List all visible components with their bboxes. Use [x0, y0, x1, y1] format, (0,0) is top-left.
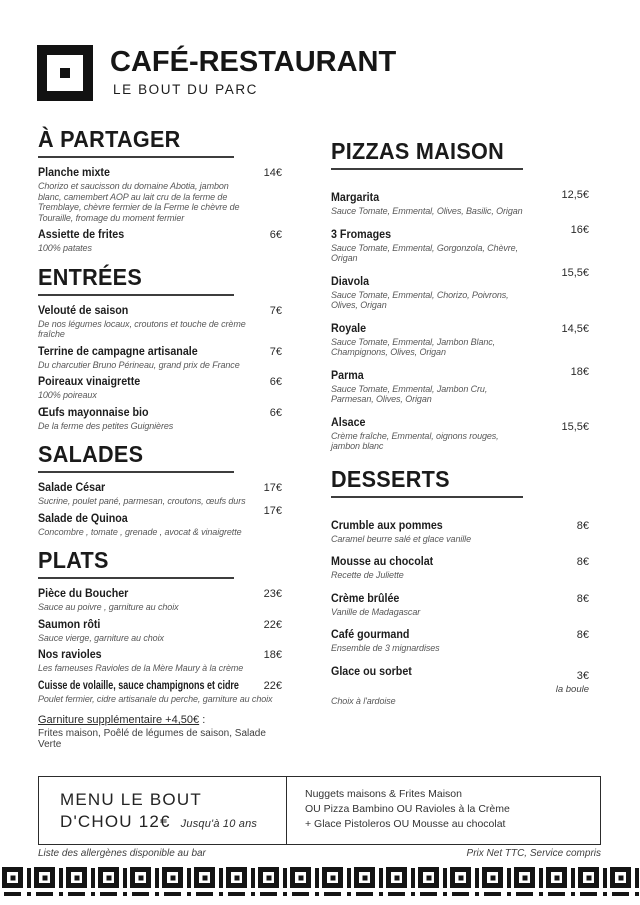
logo-pattern-unit — [610, 867, 640, 898]
dish-price: 14€ — [263, 167, 282, 179]
logo-pattern-unit — [450, 867, 482, 898]
dish-description: Sauce vierge, garniture au choix — [38, 632, 164, 643]
logo-pattern-unit — [66, 867, 98, 898]
pattern-dot — [59, 892, 63, 896]
pattern-square-icon — [290, 867, 311, 888]
kids-menu-age-note: Jusqu'à 10 ans — [180, 818, 258, 830]
pattern-bar — [283, 868, 287, 888]
pattern-square-icon — [418, 867, 439, 888]
section-plats — [38, 547, 282, 704]
dish-description: Sauce Tomate, Emmental, Gorgonzola, Chèvre, Origan — [331, 242, 518, 263]
dish-price: 8€ — [576, 592, 589, 605]
dish-description: Chorizo et saucisson du domaine Abotia, jambon blanc, camembert AOP au lait cru de la ferme de Tremblaye, chèvre fermier de la Ferme le chèvre de Touraille, fromage du moment fermier — [38, 181, 240, 223]
section-title: DESSERTS — [331, 465, 450, 492]
pattern-dot — [27, 892, 31, 896]
pattern-dot — [507, 892, 511, 896]
dish-name: Mousse au chocolat — [331, 556, 434, 568]
pattern-bar — [315, 868, 319, 888]
dish-price: 15,5€ — [561, 266, 589, 279]
dish-name: Œufs mayonnaise bio — [38, 406, 149, 419]
dish-name: Crème brûlée — [331, 592, 400, 605]
pattern-square-icon — [514, 867, 535, 888]
pattern-dash — [548, 892, 565, 896]
dish-description: De nos légumes locaux, croutons et touche de crème fraîche — [38, 318, 246, 339]
pattern-square-icon — [354, 867, 375, 888]
dish-price: 18€ — [570, 365, 589, 378]
menu-item — [38, 680, 282, 705]
kids-menu-option: Nuggets maisons & Frites Maison — [305, 788, 462, 800]
dish-price: 7€ — [269, 304, 282, 317]
dish-price: 12,5€ — [561, 189, 589, 201]
dish-name: Parma — [331, 369, 364, 382]
section-desserts — [331, 466, 589, 707]
menu-item — [38, 346, 282, 371]
dish-name: Salade de Quinoa — [38, 512, 128, 525]
dish-price: 7€ — [269, 345, 282, 358]
pattern-dot — [635, 892, 639, 896]
pattern-square-icon — [98, 867, 119, 888]
pattern-dash — [420, 892, 437, 896]
pattern-square-icon — [226, 867, 247, 888]
dish-price: 15,5€ — [561, 420, 589, 433]
supplement-description: Frites maison, Poêlé de légumes de saison, Salade Verte — [38, 728, 266, 750]
menu-item — [38, 482, 282, 507]
pattern-dot — [571, 892, 575, 896]
dish-description: Ensemble de 3 mignardises — [331, 643, 440, 653]
restaurant-subtitle: LE BOUT DU PARC — [113, 82, 259, 97]
pattern-dash — [612, 892, 629, 896]
dish-price: 22€ — [263, 679, 282, 692]
logo-center-dot — [60, 68, 70, 78]
kids-menu-option: OU Pizza Bambino OU Ravioles à la Crème — [305, 803, 510, 815]
dish-price: 23€ — [263, 588, 282, 600]
dish-description: Choix à l'ardoise — [331, 695, 396, 706]
pattern-dash — [452, 892, 469, 896]
dish-price: 22€ — [263, 618, 282, 631]
section-title: PIZZAS MAISON — [331, 138, 505, 164]
pattern-dot — [251, 892, 255, 896]
logo-pattern-unit — [482, 867, 514, 898]
pattern-dash — [4, 892, 21, 896]
section-divider — [331, 496, 523, 498]
pattern-dash — [324, 892, 341, 896]
kids-menu-title-line2: D'CHOU 12€ Jusqu'à 10 ans — [60, 812, 258, 831]
dish-description: Concombre , tomate , grenade , avocat & vinaigrette — [38, 526, 242, 537]
pattern-square-icon — [450, 867, 471, 888]
pattern-bar — [379, 868, 383, 888]
pattern-bar — [411, 868, 415, 888]
pattern-dash — [36, 892, 53, 896]
dish-price: 8€ — [576, 556, 589, 568]
pattern-dash — [388, 892, 405, 896]
dish-name: Royale — [331, 322, 367, 335]
menu-item — [38, 588, 282, 613]
pattern-square-icon — [610, 867, 631, 888]
section-title: PLATS — [38, 547, 109, 573]
dish-description: Vanille de Madagascar — [331, 606, 421, 617]
section-title: SALADES — [38, 441, 144, 467]
dish-description: Sauce Tomate, Emmental, Chorizo, Poivrons, Olives, Origan — [331, 289, 509, 310]
dish-name: Glace ou sorbet — [331, 665, 412, 678]
pattern-dot — [475, 892, 479, 896]
pattern-dot — [123, 892, 127, 896]
logo-pattern-unit — [290, 867, 322, 898]
menu-item — [38, 619, 282, 644]
dish-name: Terrine de campagne artisanale — [38, 345, 198, 358]
logo-pattern-unit — [258, 867, 290, 898]
section-title: À PARTAGER — [38, 126, 181, 152]
pattern-dash — [196, 892, 213, 896]
menu-item — [331, 593, 589, 618]
pattern-dash — [260, 892, 277, 896]
dish-description: De la ferme des petites Guignières — [38, 420, 174, 431]
logo-pattern-unit — [418, 867, 450, 898]
section-divider — [331, 168, 523, 170]
pattern-bar — [91, 868, 95, 888]
pattern-bar — [219, 868, 223, 888]
pattern-dot — [603, 892, 607, 896]
dish-price: 16€ — [570, 223, 589, 236]
pattern-bar — [27, 868, 31, 888]
menu-right-column — [331, 138, 589, 720]
pattern-dot — [411, 892, 415, 896]
logo-pattern-unit — [322, 867, 354, 898]
pattern-bar — [571, 868, 575, 888]
section-salades — [38, 441, 282, 537]
section-divider — [38, 156, 234, 158]
dish-name: Velouté de saison — [38, 304, 129, 317]
kids-menu-title-cell — [39, 777, 286, 844]
pattern-dot — [443, 892, 447, 896]
dish-description: Sauce Tomate, Emmental, Jambon Cru, Parmesan, Olives, Origan — [331, 383, 488, 404]
dish-price: 6€ — [269, 229, 282, 241]
supplement-label: Garniture supplémentaire +4,50€ : — [38, 714, 206, 726]
pattern-square-icon — [322, 867, 343, 888]
pattern-bar — [539, 868, 543, 888]
dish-description: Sucrine, poulet pané, parmesan, croutons, œufs durs — [38, 496, 246, 506]
pattern-bar — [155, 868, 159, 888]
dish-description: Caramel beurre salé et glace vanille — [331, 533, 471, 544]
logo-pattern-unit — [578, 867, 610, 898]
logo-pattern-unit — [354, 867, 386, 898]
kids-menu-box — [38, 776, 601, 845]
kids-menu-title-line1: MENU LE BOUT — [60, 790, 202, 809]
pattern-dot — [155, 892, 159, 896]
dish-price: 3€ — [576, 669, 589, 682]
pattern-square-icon — [66, 867, 87, 888]
dish-description: Du charcutier Bruno Périneau, grand prix de France — [38, 359, 240, 370]
supplement-note — [38, 714, 282, 750]
dish-price: 17€ — [263, 504, 282, 517]
menu-item — [331, 666, 589, 707]
logo-pattern-unit — [34, 867, 66, 898]
pattern-square-icon — [482, 867, 503, 888]
pattern-dash — [484, 892, 501, 896]
dish-name: Nos ravioles — [38, 649, 102, 661]
dish-name: Pièce du Boucher — [38, 588, 129, 600]
pattern-square-icon — [34, 867, 55, 888]
section-entrees — [38, 264, 282, 432]
dish-name: Alsace — [331, 416, 366, 429]
dish-price-block — [556, 666, 589, 695]
dish-price: 14,5€ — [561, 322, 589, 335]
logo-pattern-unit — [194, 867, 226, 898]
menu-item — [38, 305, 282, 340]
dish-description: 100% poireaux — [38, 390, 97, 400]
pattern-bar — [123, 868, 127, 888]
pattern-dash — [292, 892, 309, 896]
section-divider — [38, 294, 234, 296]
dish-price: 8€ — [576, 629, 589, 641]
allergens-note: Liste des allergènes disponible au bar — [38, 848, 206, 859]
dish-price: 6€ — [269, 406, 282, 419]
logo-pattern-border — [2, 867, 640, 898]
menu-item — [38, 504, 282, 538]
logo-pattern-unit — [226, 867, 258, 898]
dish-name: Assiette de frites — [38, 229, 125, 241]
pattern-bar — [251, 868, 255, 888]
menu-item — [331, 266, 589, 311]
pattern-square-icon — [258, 867, 279, 888]
menu-item — [331, 629, 589, 654]
dish-name: Margarita — [331, 192, 380, 204]
pattern-square-icon — [546, 867, 567, 888]
dish-description: Sauce au poivre , garniture au choix — [38, 602, 179, 612]
menu-item — [38, 407, 282, 432]
logo-pattern-unit — [98, 867, 130, 898]
menu-item — [331, 556, 589, 581]
dish-description: Crème fraîche, Emmental, oignons rouges, jambon blanc — [331, 430, 499, 451]
logo-pattern-unit — [162, 867, 194, 898]
pattern-square-icon — [578, 867, 599, 888]
pattern-square-icon — [162, 867, 183, 888]
menu-item — [331, 417, 589, 452]
menu-item — [331, 520, 589, 545]
dish-name: Poireaux vinaigrette — [38, 376, 141, 388]
menu-item — [331, 365, 589, 405]
section-divider — [38, 577, 234, 579]
section-title: ENTRÉES — [38, 263, 143, 290]
dish-price: 17€ — [263, 482, 282, 494]
menu-item — [38, 167, 282, 223]
pattern-bar — [443, 868, 447, 888]
dish-price-unit: la boule — [555, 683, 589, 695]
dish-description: Recette de Juliette — [331, 570, 404, 580]
pattern-square-icon — [2, 867, 23, 888]
header-text — [110, 45, 396, 97]
pattern-dash — [132, 892, 149, 896]
price-ttc-note: Prix Net TTC, Service compris — [466, 848, 601, 859]
pattern-dot — [187, 892, 191, 896]
menu-item — [38, 376, 282, 401]
pattern-bar — [507, 868, 511, 888]
logo-pattern-unit — [386, 867, 418, 898]
menu-header — [37, 45, 396, 101]
pattern-bar — [347, 868, 351, 888]
dish-name: Café gourmand — [331, 629, 410, 641]
pattern-dash — [164, 892, 181, 896]
logo-pattern-unit — [2, 867, 34, 898]
dish-description: 100% patates — [38, 243, 92, 253]
dish-name: Cuisse de volaille, sauce champignons et cidre — [38, 679, 239, 692]
menu-item — [38, 229, 282, 254]
pattern-dash — [68, 892, 85, 896]
pattern-bar — [187, 868, 191, 888]
pattern-dot — [219, 892, 223, 896]
pattern-dot — [379, 892, 383, 896]
dish-description: Poulet fermier, cidre artisanale du perche, garniture au choix — [38, 693, 273, 704]
dish-name: Crumble aux pommes — [331, 519, 443, 532]
dish-price: 8€ — [576, 519, 589, 532]
pattern-dash — [100, 892, 117, 896]
section-pizzas-maison — [331, 138, 589, 452]
pattern-dot — [539, 892, 543, 896]
restaurant-logo-icon — [37, 45, 93, 101]
menu-item — [331, 189, 589, 217]
dish-description: Les fameuses Ravioles de la Mère Maury à la crème — [38, 663, 244, 673]
pattern-dash — [580, 892, 597, 896]
dish-name: Diavola — [331, 275, 370, 288]
pattern-dot — [347, 892, 351, 896]
footer-notes — [38, 848, 601, 859]
pattern-square-icon — [194, 867, 215, 888]
kids-menu-options-cell — [286, 777, 600, 844]
pattern-square-icon — [386, 867, 407, 888]
dish-name: Saumon rôti — [38, 618, 101, 631]
logo-pattern-unit — [546, 867, 578, 898]
pattern-bar — [635, 868, 639, 888]
dish-name: 3 Fromages — [331, 228, 392, 241]
pattern-bar — [59, 868, 63, 888]
dish-description: Sauce Tomate, Emmental, Jambon Blanc, Champignons, Olives, Origan — [331, 336, 496, 357]
dish-price: 18€ — [263, 649, 282, 661]
dish-name: Salade César — [38, 482, 106, 494]
pattern-bar — [475, 868, 479, 888]
dish-description: Sauce Tomate, Emmental, Olives, Basilic, Origan — [331, 206, 523, 216]
pattern-dash — [516, 892, 533, 896]
pattern-bar — [603, 868, 607, 888]
dish-name: Planche mixte — [38, 167, 110, 179]
restaurant-title: CAFÉ-RESTAURANT — [110, 46, 397, 78]
section-divider — [38, 471, 234, 473]
pattern-dot — [315, 892, 319, 896]
logo-pattern-unit — [514, 867, 546, 898]
pattern-square-icon — [130, 867, 151, 888]
section-a-partager — [38, 126, 282, 254]
pattern-dot — [91, 892, 95, 896]
menu-left-column — [38, 126, 282, 750]
dish-price: 6€ — [269, 376, 282, 388]
menu-item — [331, 323, 589, 358]
menu-item — [38, 649, 282, 674]
pattern-dash — [356, 892, 373, 896]
kids-menu-option: + Glace Pistoleros OU Mousse au chocolat — [305, 818, 506, 830]
logo-pattern-unit — [130, 867, 162, 898]
menu-item — [331, 223, 589, 264]
pattern-dot — [283, 892, 287, 896]
pattern-dash — [228, 892, 245, 896]
